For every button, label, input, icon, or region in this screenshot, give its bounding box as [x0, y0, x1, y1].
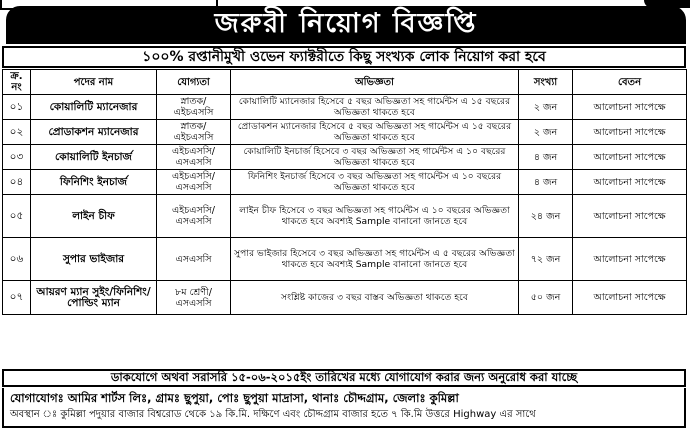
qualification-cell: এইচএসসি/ এসএসসি — [157, 195, 231, 238]
salary-cell: আলোচনা সাপেক্ষে — [573, 195, 687, 238]
contact-box — [2, 388, 686, 428]
qualification-cell: স্নাতক/ এইচএসসি — [157, 120, 231, 145]
experience-cell: সংশ্লিষ্ট কাজের ৩ বছর বাস্তব অভিজ্ঞতা থাকতে হবে — [231, 281, 519, 315]
salary-cell: আলোচনা সাপেক্ষে — [573, 120, 687, 145]
col-experience: অভিজ্ঞতা — [231, 70, 519, 95]
page-title: জরুরী নিয়োগ বিজ্ঞপ্তি — [214, 7, 478, 39]
salary-cell: আলোচনা সাপেক্ষে — [573, 145, 687, 170]
experience-cell: সুপার ভাইজার হিসেবে ৩ বছর অভিজ্ঞতা সহ গার্মেন্টস এ ৫ বছরের অভিজ্ঞতা থাকতে হবে অবশ্যই Sample বানানো জানতে হবে — [231, 238, 519, 281]
col-count: সংখ্যা — [519, 70, 573, 95]
qualification-cell: ৮ম শ্রেণী/ এসএসসি — [157, 281, 231, 315]
table-row — [3, 120, 687, 145]
post-cell: আয়রণ ম্যান সুইং/ফিনিশিং/পোল্ডিং ম্যান — [31, 281, 157, 315]
count-cell: ২৪ জন — [519, 195, 573, 238]
title-banner — [6, 6, 686, 44]
count-cell: ২ জন — [519, 120, 573, 145]
salary-cell: আলোচনা সাপেক্ষে — [573, 95, 687, 120]
experience-cell: লাইন চীফ হিসেবে ৩ বছর অভিজ্ঞতা সহ গার্মেন্টস এ ১০ বছরের অভিজ্ঞতা থাকতে হবে অবশ্যই Sample বানানো জানতে হবে — [231, 195, 519, 238]
salary-cell: আলোচনা সাপেক্ষে — [573, 238, 687, 281]
post-cell: কোয়ালিটি ম্যানেজার — [31, 95, 157, 120]
serial-cell: ০৭ — [3, 281, 31, 315]
salary-cell: আলোচনা সাপেক্ষে — [573, 170, 687, 195]
count-cell: ৪ জন — [519, 170, 573, 195]
col-salary: বেতন — [573, 70, 687, 95]
serial-cell: ০২ — [3, 120, 31, 145]
col-qualification: যোগ্যতা — [157, 70, 231, 95]
deadline-notice: ডাকযোগে অথবা সরাসরি ১৫-০৬-২০১৫ইং তারিখের মধ্যে যোগাযোগ করার জন্য অনুরোধ করা যাচ্ছে — [2, 369, 686, 387]
count-cell: ৭২ জন — [519, 238, 573, 281]
serial-cell: ০৫ — [3, 195, 31, 238]
salary-cell: আলোচনা সাপেক্ষে — [573, 281, 687, 315]
contact-address: যোগাযোগঃ আমির শার্টস লিঃ, গ্রামঃ ছুপুয়া, পোঃ ছুপুয়া মাদ্রাসা, থানাঃ চৌদ্দগ্রাম, জেলাঃ কুমিল্লা — [10, 391, 459, 405]
table-row — [3, 195, 687, 238]
experience-cell: কোয়ালিটি ম্যানেজার হিসেবে ৫ বছর অভিজ্ঞতা সহ গার্মেন্টস এ ১৫ বছরের অভিজ্ঞতা থাকতে হবে — [231, 95, 519, 120]
count-cell: ৪ জন — [519, 145, 573, 170]
location-directions: অবস্থান ঃ কুমিল্লা পদুয়ার বাজার বিশ্বরোড থেকে ১৯ কি.মি. দক্ষিণে এবং চৌদ্দগ্রাম বাজার হতে ৭ কি.মি উত্তরে Highway এর সাথে — [10, 409, 536, 420]
col-post: পদের নাম — [31, 70, 157, 95]
post-cell: কোয়ালিটি ইনচার্জ — [31, 145, 157, 170]
col-serial: ক্র. নং — [3, 70, 31, 95]
table-row — [3, 170, 687, 195]
post-cell: ফিনিশিং ইনচার্জ — [31, 170, 157, 195]
qualification-cell: স্নাতক/ এইচএসসি — [157, 95, 231, 120]
count-cell: ২ জন — [519, 95, 573, 120]
jobs-table — [2, 69, 687, 315]
serial-cell: ০৩ — [3, 145, 31, 170]
table-header-row — [3, 70, 687, 95]
post-cell: প্রোডাকশন ম্যানেজার — [31, 120, 157, 145]
post-cell: সুপার ভাইজার — [31, 238, 157, 281]
post-cell: লাইন চীফ — [31, 195, 157, 238]
qualification-cell: এইচএসসি/ এসএসসি — [157, 145, 231, 170]
table-row — [3, 281, 687, 315]
serial-cell: ০১ — [3, 95, 31, 120]
experience-cell: প্রোডাকশন ম্যানেজার হিসেবে ৫ বছর অভিজ্ঞতা সহ গার্মেন্টস এ ১৫ বছরের অভিজ্ঞতা থাকতে হবে — [231, 120, 519, 145]
experience-cell: কোয়ালিটি ইনচার্জ হিসেবে ৩ বছর অভিজ্ঞতা সহ গার্মেন্টস এ ১০ বছরের অভিজ্ঞতা থাকতে হবে — [231, 145, 519, 170]
serial-cell: ০৪ — [3, 170, 31, 195]
subtitle: ১০০% রপ্তানীমুখী ওভেন ফ্যাক্টরীতে কিছু সংখ্যক লোক নিয়োগ করা হবে — [2, 46, 686, 68]
table-row — [3, 145, 687, 170]
qualification-cell: এসএসসি — [157, 238, 231, 281]
qualification-cell: এইচএসসি/ এসএসসি — [157, 170, 231, 195]
serial-cell: ০৬ — [3, 238, 31, 281]
experience-cell: ফিনিশিং ইনচার্জ হিসেবে ৩ বছর অভিজ্ঞতা সহ গার্মেন্টস এ ১০ বছরের অভিজ্ঞতা থাকতে হবে — [231, 170, 519, 195]
count-cell: ৫০ জন — [519, 281, 573, 315]
table-row — [3, 95, 687, 120]
table-row — [3, 238, 687, 281]
